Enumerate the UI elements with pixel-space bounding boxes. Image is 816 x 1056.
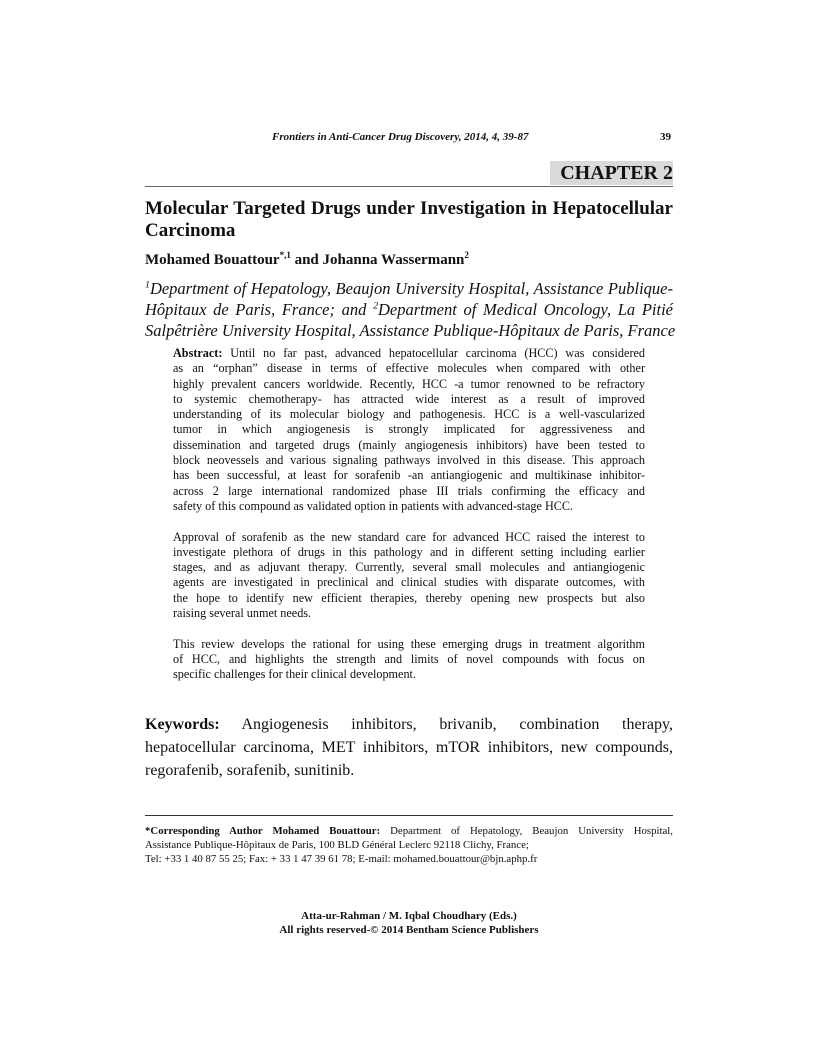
chapter-title <box>145 198 673 242</box>
keywords-line: hepatocellular carcinoma, MET inhibitors, mTOR inhibitors, new compounds, <box>145 739 673 756</box>
page-number: 39 <box>660 131 671 143</box>
abstract-paragraph <box>173 346 645 514</box>
keywords-text: Angiogenesis inhibitors, brivanib, combination therapy, <box>241 716 673 733</box>
author-name: and Johanna Wassermann <box>290 252 465 268</box>
footnote-line: Assistance Publique-Hôpitaux de Paris, 100 BLD Général Leclerc 92118 Clichy, France; <box>145 839 529 851</box>
footnote-line: Tel: +33 1 40 87 55 25; Fax: + 33 1 47 39 61 78; E-mail: mohamed.bouattour@bjn.aphp.fr <box>145 853 538 865</box>
journal-citation: Frontiers in Anti-Cancer Drug Discovery, 2014, 4, 39-87 <box>272 131 529 143</box>
abstract-line: specific challenges for their clinical development. <box>173 667 416 682</box>
affiliation-line <box>145 299 673 320</box>
abstract-line: has been successful, at least for sorafenib -an antiangiogenic and multikinase inhibitor- <box>173 468 645 483</box>
affiliations <box>145 278 676 341</box>
abstract-line: tumor in which angiogenesis is strongly implicated for aggressiveness and <box>173 422 645 437</box>
keywords-line <box>145 713 673 736</box>
abstract-text: Until no far past, advanced hepatocellular carcinoma (HCC) was considered <box>230 346 645 360</box>
chapter-label: CHAPTER 2 <box>550 161 673 185</box>
copyright-line: All rights reserved-© 2014 Bentham Science Publishers <box>279 924 539 936</box>
abstract-line: agents are investigated in preclinical and clinical studies with disparate outcomes, with <box>173 575 645 590</box>
footnote-label: *Corresponding Author Mohamed Bouattour: <box>145 825 381 837</box>
abstract-line: stages, and as adjuvant therapy. Currently, several small molecules and antiangiogenic <box>173 560 645 575</box>
abstract-paragraph <box>173 637 645 683</box>
abstract-line: as an “orphan” disease in terms of effective molecules when compared with other <box>173 361 645 376</box>
keywords-label: Keywords: <box>145 716 220 733</box>
abstract-line: dissemination and targeted drugs (mainly angiogenesis inhibitors) have been tested to <box>173 437 645 452</box>
keywords-line: regorafenib, sorafenib, sunitinib. <box>145 762 355 779</box>
author-name: Mohamed Bouattour <box>145 252 280 268</box>
abstract-line: of HCC, and highlights the strength and limits of novel compounds with focus on <box>173 651 645 666</box>
authors <box>145 252 469 269</box>
affil-sup: 1 <box>145 279 150 291</box>
title-line: Molecular Targeted Drugs under Investigation in Hepatocellular <box>145 198 673 219</box>
abstract-line: across 2 large international randomized phase III trials confirming the efficacy and <box>173 483 645 498</box>
abstract-line: to systemic chemotherapy- has attracted wide interest as a result of improved <box>173 391 645 406</box>
author-sup: *,1 <box>279 250 291 260</box>
abstract-line: investigate plethora of drugs in this pathology and in different setting including earlier <box>173 544 645 559</box>
affil-text: Department of Medical Oncology, La Pitié <box>378 300 673 319</box>
header-rule <box>145 186 673 187</box>
abstract-line: the hope to identify new efficient therapies, thereby opening new prospects but also <box>173 590 645 605</box>
footnote-text: Department of Hepatology, Beaujon University Hospital, <box>380 825 673 837</box>
abstract-line: highly prevalent cancers worldwide. Recently, HCC -a tumor renowned to be refractory <box>173 376 645 391</box>
affil-sup: 2 <box>373 300 379 312</box>
footnote-line <box>145 824 673 838</box>
abstract-paragraph <box>173 530 645 622</box>
keywords <box>145 713 673 782</box>
footnote-rule <box>145 815 673 816</box>
abstract-line: raising several unmet needs. <box>173 606 312 621</box>
affil-text: Department of Hepatology, Beaujon University Hospital, Assistance Publique- <box>149 279 673 298</box>
affil-text: Hôpitaux de Paris, France; and <box>145 300 374 319</box>
abstract-line: Approval of sorafenib as the new standard care for advanced HCC raised the interest to <box>173 529 645 544</box>
abstract <box>173 346 645 698</box>
abstract-line: This review develops the rational for using these emerging drugs in treatment algorithm <box>173 636 645 651</box>
abstract-line: safety of this compound as validated option in patients with advanced-stage HCC. <box>173 498 574 513</box>
editors-line: Atta-ur-Rahman / M. Iqbal Choudhary (Eds.) <box>301 910 517 922</box>
affiliation-line: Salpêtrière University Hospital, Assistance Publique-Hôpitaux de Paris, France <box>145 321 676 340</box>
abstract-line: understanding of its molecular biology and pathogenesis. HCC is a well-vascularized <box>173 407 645 422</box>
affiliation-line <box>145 278 673 299</box>
author-sup: 2 <box>464 250 469 260</box>
abstract-line <box>173 346 645 361</box>
title-line: Carcinoma <box>145 220 236 241</box>
abstract-line: block neovessels and various signaling pathways involved in this disease. This approach <box>173 453 645 468</box>
abstract-label: Abstract: <box>173 346 223 360</box>
publisher-footer <box>145 909 673 937</box>
corresponding-author-footnote <box>145 824 673 866</box>
